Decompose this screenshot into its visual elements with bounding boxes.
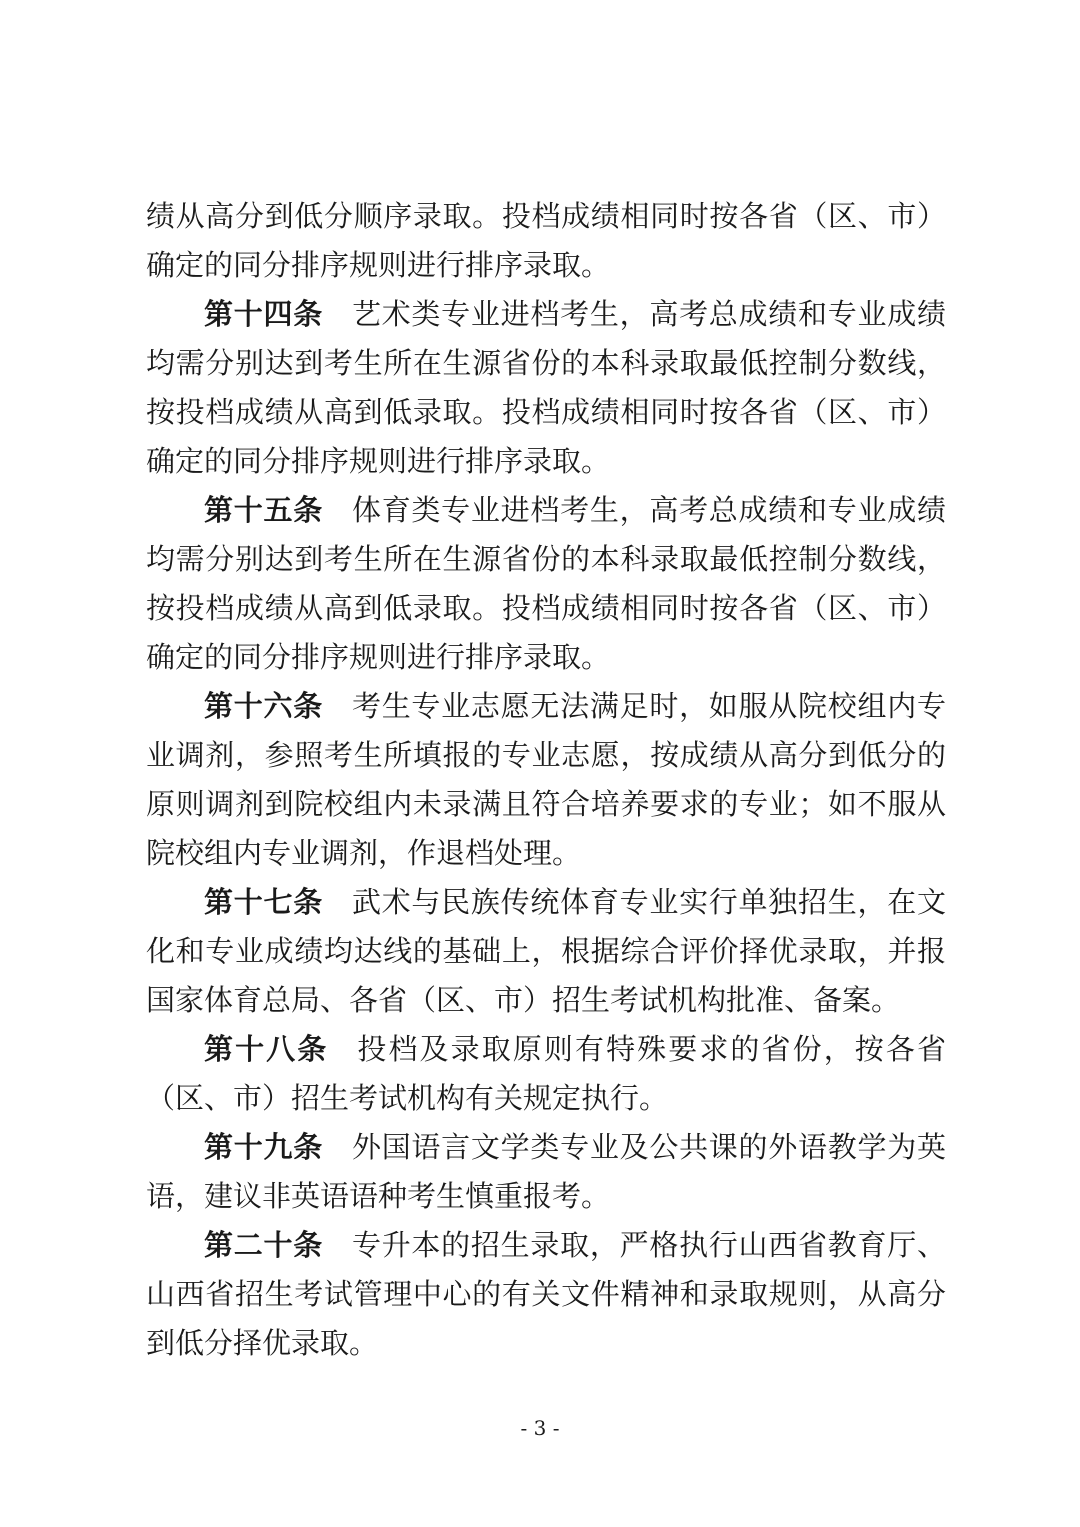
article-16 bbox=[146, 682, 946, 878]
article-number: 第十六条 bbox=[204, 689, 323, 723]
article-number: 第二十条 bbox=[204, 1228, 323, 1262]
article-number: 第十九条 bbox=[204, 1130, 323, 1164]
article-17 bbox=[146, 878, 946, 1025]
article-number: 第十七条 bbox=[204, 885, 323, 919]
article-number: 第十五条 bbox=[204, 493, 323, 527]
article-text: 体育类专业进档考生，高考总成绩和专业成绩均需分别达到考生所在生源省份的本科录取最低控制分数线，按投档成绩从高到低录取。投档成绩相同时按各省（区、市）确定的同分排序规则进行排序录取。 bbox=[146, 493, 946, 674]
article-18 bbox=[146, 1025, 946, 1123]
article-number: 第十四条 bbox=[204, 297, 323, 331]
continuation-paragraph: 绩从高分到低分顺序录取。投档成绩相同时按各省（区、市）确定的同分排序规则进行排序录取。 bbox=[146, 199, 946, 282]
article-text: 投档及录取原则有特殊要求的省份，按各省（区、市）招生考试机构有关规定执行。 bbox=[146, 1032, 946, 1115]
article-15 bbox=[146, 486, 946, 682]
article-text: 外国语言文学类专业及公共课的外语教学为英语，建议非英语语种考生慎重报考。 bbox=[146, 1130, 946, 1213]
article-text: 艺术类专业进档考生，高考总成绩和专业成绩均需分别达到考生所在生源省份的本科录取最低控制分数线，按投档成绩从高到低录取。投档成绩相同时按各省（区、市）确定的同分排序规则进行排序录取。 bbox=[146, 297, 946, 478]
article-19 bbox=[146, 1123, 946, 1221]
article-20 bbox=[146, 1221, 946, 1368]
article-text: 考生专业志愿无法满足时，如服从院校组内专业调剂，参照考生所填报的专业志愿，按成绩从高分到低分的原则调剂到院校组内未录满且符合培养要求的专业；如不服从院校组内专业调剂，作退档处理。 bbox=[146, 689, 946, 870]
document-body bbox=[146, 192, 946, 1368]
article-14 bbox=[146, 290, 946, 486]
article-text: 专升本的招生录取，严格执行山西省教育厅、山西省招生考试管理中心的有关文件精神和录取规则，从高分到低分择优录取。 bbox=[146, 1228, 946, 1360]
article-text: 武术与民族传统体育专业实行单独招生，在文化和专业成绩均达线的基础上，根据综合评价择优录取，并报国家体育总局、各省（区、市）招生考试机构批准、备案。 bbox=[146, 885, 946, 1017]
page-number: - 3 - bbox=[520, 1416, 560, 1440]
article-number: 第十八条 bbox=[204, 1032, 329, 1066]
